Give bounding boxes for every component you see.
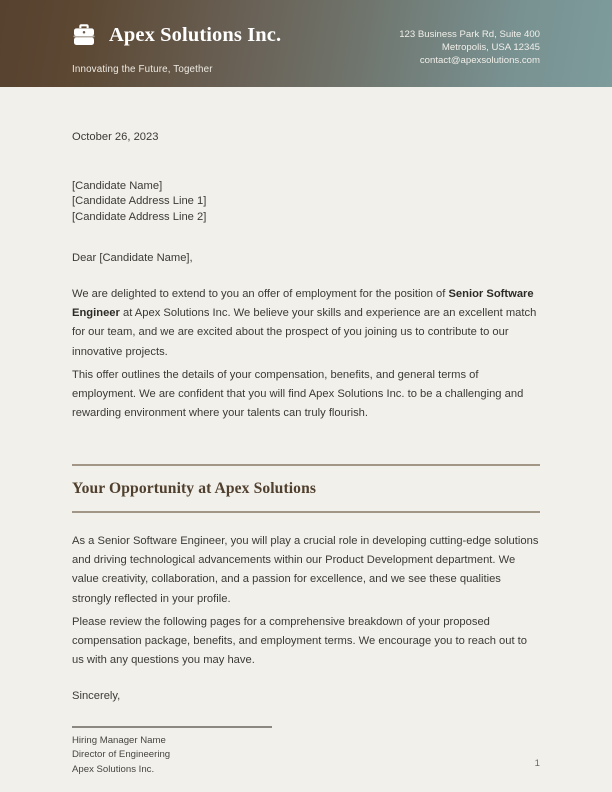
recipient-address-line-2: [Candidate Address Line 2] — [72, 210, 207, 223]
letter-page — [0, 129, 612, 777]
signature-block — [72, 734, 540, 777]
paragraph-offer-tail: at Apex Solutions Inc. We believe your skills and experience are an excellent match for our team, and we are excited about the prospect of you joining us to contribute to our innovative projects. — [72, 307, 537, 358]
paragraph-offer-lead: We are delighted to extend to you an offer of employment for the position of — [72, 287, 449, 300]
briefcase-icon — [72, 22, 96, 48]
paragraph-next-steps: Please review the following pages for a comprehensive breakdown of your proposed compensation package, benefits, and employment terms. We encourage you to reach out to us with any questions you may have. — [72, 615, 528, 667]
signatory-name: Hiring Manager Name — [72, 734, 166, 746]
company-tagline: Innovating the Future, Together — [72, 64, 213, 75]
header-content — [72, 0, 540, 87]
contact-address-line-1: 123 Business Park Rd, Suite 400 — [399, 29, 540, 40]
job-title-emphasis: Senior Software Engineer — [72, 287, 534, 320]
paragraph-terms-overview: This offer outlines the details of your compensation, benefits, and general terms of employment. We are confident that you will find Apex Solutions Inc. to be a challenging and rewarding environment where your talents can truly flourish. — [72, 368, 524, 420]
recipient-address-block — [72, 179, 540, 225]
section-rule-bottom — [72, 511, 540, 513]
signatory-title: Director of Engineering — [72, 749, 171, 761]
header-contact-block — [399, 28, 540, 68]
brand-lockup — [72, 22, 281, 48]
section-heading-block — [72, 464, 540, 513]
signatory-company: Apex Solutions Inc. — [72, 763, 155, 775]
signature-line — [72, 726, 272, 728]
paragraph-role-description: As a Senior Software Engineer, you will play a crucial role in developing cutting-edge solutions and driving technological advancements within our Product Development department. We value creativity, collaboration, and a passion for excellence, and we see these qualities strongly reflected in your profile. — [72, 534, 539, 605]
contact-email: contact@apexsolutions.com — [419, 55, 540, 67]
paragraph-offer — [72, 285, 540, 362]
salutation: Dear [Candidate Name], — [72, 251, 193, 264]
letter-date: October 26, 2023 — [72, 131, 159, 143]
company-name: Apex Solutions Inc. — [109, 23, 282, 46]
page-number: 1 — [534, 758, 540, 769]
recipient-name: [Candidate Name] — [72, 180, 163, 192]
contact-address-line-2: Metropolis, USA 12345 — [441, 42, 540, 54]
section-title: Your Opportunity at Apex Solutions — [72, 480, 317, 498]
recipient-address-line-1: [Candidate Address Line 1] — [72, 195, 207, 208]
closing-salutation: Sincerely, — [72, 690, 121, 703]
document-header-banner — [0, 0, 612, 87]
